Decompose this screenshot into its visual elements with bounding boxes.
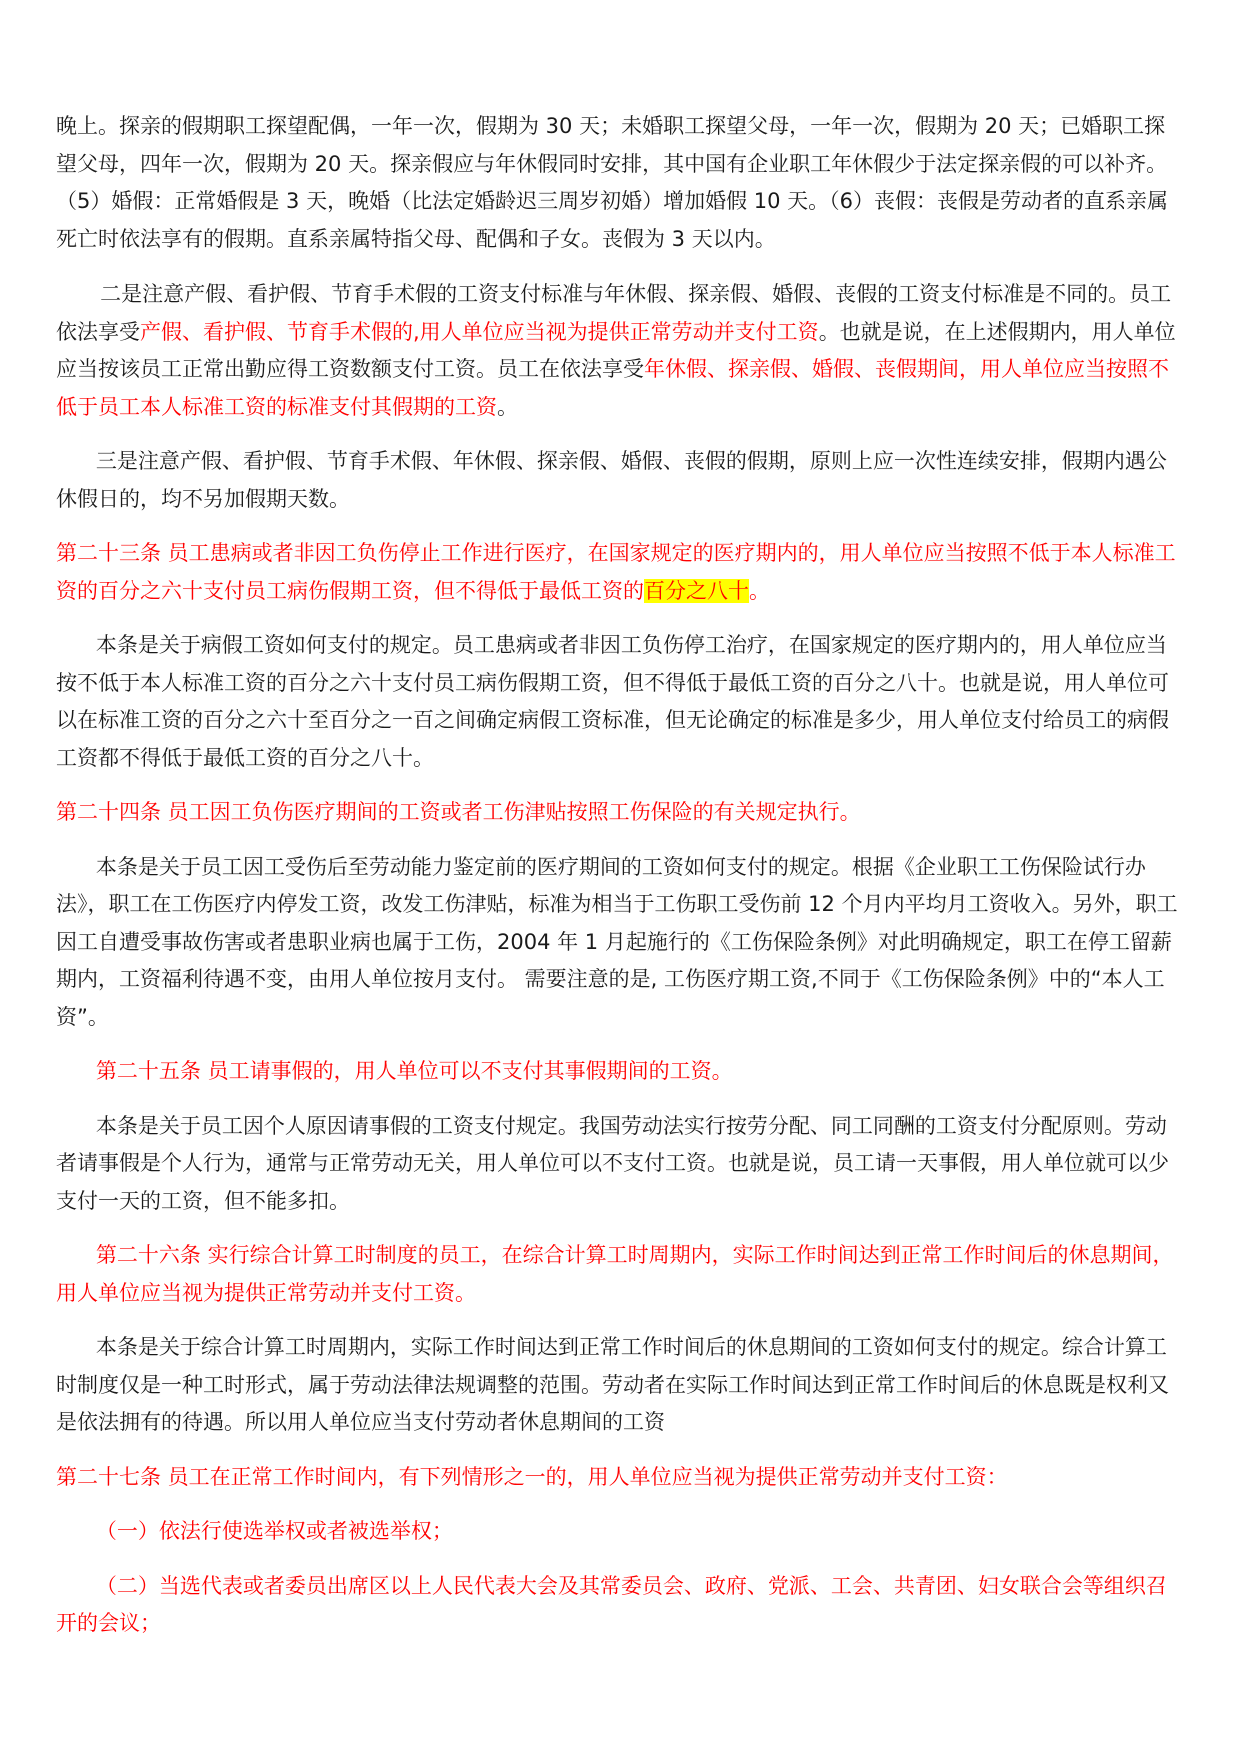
emphasis-text: 产假、看护假、节育手术假的,用人单位应当视为提供正常劳动并支付工资 — [140, 319, 819, 344]
paragraph-continuous-leave: 三是注意产假、看护假、节育手术假、年休假、探亲假、婚假、丧假的假期，原则上应一次性连续安排，假期内遇公休假日的，均不另加假期天数。 — [56, 449, 1167, 511]
article-25-explanation: 本条是关于员工因个人原因请事假的工资支付规定。我国劳动法实行按劳分配、同工同酬的工资支付分配原则。劳动者请事假是个人行为，通常与正常劳动无关，用人单位可以不支付工资。也就是说，员工请一天事假，用人单位就可以少支付一天的工资，但不能多扣。 — [56, 1113, 1169, 1213]
paragraph-leave-details: 晚上。探亲的假期职工探望配偶，一年一次，假期为 30 天；未婚职工探望父母，一年一次，假期为 20 天；已婚职工探望父母，四年一次，假期为 20 天。探亲假应与年休假同时安排，其中国有企业职工年休假少于法定探亲假的可以补齐。（5）婚假：正常婚假是 3 天，晚婚（比法定婚龄迟三周岁初婚）增加婚假 10 天。（6）丧假：丧假是劳动者的直系亲属死亡时依法享有的假期。直系亲属特指父母、配偶和子女。丧假为 3 天以内。 — [56, 114, 1169, 251]
article-25-heading: 第二十五条 员工请事假的，用人单位可以不支付其事假期间的工资。 — [95, 1059, 733, 1083]
article-24-explanation: 本条是关于员工因工受伤后至劳动能力鉴定前的医疗期间的工资如何支付的规定。根据《企业职工工伤保险试行办法》，职工在工伤医疗内停发工资，改发工伤津贴，标准为相当于工伤职工受伤前 12 个月内平均月工资收入。另外，职工因工自遭受事故伤害或者患职业病也属于工伤，2004 年 1 月起施行的《工伤保险条例》对此明确规定，职工在停工留薪期内，工资福利待遇不变，由用人单位按月支付。 需要注意的是, 工伤医疗期工资,不同于《工伤保险条例》中的“本人工资”。 — [56, 854, 1178, 1029]
article-27-item-1: （一）依法行使选举权或者被选举权； — [95, 1519, 453, 1543]
article-27-item-2: （二）当选代表或者委员出席区以上人民代表大会及其常委员会、政府、党派、工会、共青团、妇女联合会等组织召开的会议； — [56, 1573, 1167, 1635]
emphasis-text: 年休假、探亲假、婚假、丧假期间，用人单位应当按照不低于员工本人标准工资的标准支付其假期的工资 — [56, 357, 1169, 419]
article-26-explanation: 本条是关于综合计算工时周期内，实际工作时间达到正常工作时间后的休息期间的工资如何支付的规定。综合计算工时制度仅是一种工时形式，属于劳动法律法规调整的范围。劳动者在实际工作时间达到正常工作时间后的休息既是权利又是依法拥有的待遇。所以用人单位应当支付劳动者休息期间的工资 — [56, 1335, 1169, 1434]
text-segment: 。也就是说，在上述假期内，用人单位应当按该员工正常出勤应得工资数额支付工资。员工在依法享受 — [56, 319, 1176, 381]
article-23-text: 第二十三条 员工患病或者非因工负伤停止工作进行医疗，在国家规定的医疗期内的，用人单位应当按照不低于本人标准工资的百分之六十支付员工病伤假期工资，但不得低于最低工资的 — [56, 541, 1176, 603]
article-26-heading: 第二十六条 实行综合计算工时制度的员工，在综合计算工时周期内，实际工作时间达到正常工作时间后的休息期间，用人单位应当视为提供正常劳动并支付工资。 — [56, 1243, 1174, 1305]
article-23-heading — [56, 535, 1186, 610]
highlighted-text: 百分之八十 — [644, 578, 749, 603]
text-segment: 二是注意产假、看护假、节育手术假的工资支付标准与年休假、探亲假、婚假、丧假的工资支付标准是不同的。员工依法享受 — [56, 282, 1172, 344]
article-24-heading: 第二十四条 员工因工负伤医疗期间的工资或者工伤津贴按照工伤保险的有关规定执行。 — [56, 800, 861, 824]
document-page — [56, 108, 1186, 1643]
text-segment: 。 — [497, 394, 518, 419]
paragraph-leave-pay-standards — [56, 276, 1186, 426]
article-23-text-end: 。 — [749, 578, 770, 603]
article-27-heading: 第二十七条 员工在正常工作时间内，有下列情形之一的，用人单位应当视为提供正常劳动并支付工资： — [56, 1464, 1008, 1489]
article-23-explanation: 本条是关于病假工资如何支付的规定。员工患病或者非因工负伤停工治疗，在国家规定的医疗期内的，用人单位应当按不低于本人标准工资的百分之六十支付员工病伤假期工资，但不得低于最低工资的百分之八十。也就是说，用人单位可以在标准工资的百分之六十至百分之一百之间确定病假工资标准，但无论确定的标准是多少，用人单位支付给员工的病假工资都不得低于最低工资的百分之八十。 — [56, 633, 1169, 770]
